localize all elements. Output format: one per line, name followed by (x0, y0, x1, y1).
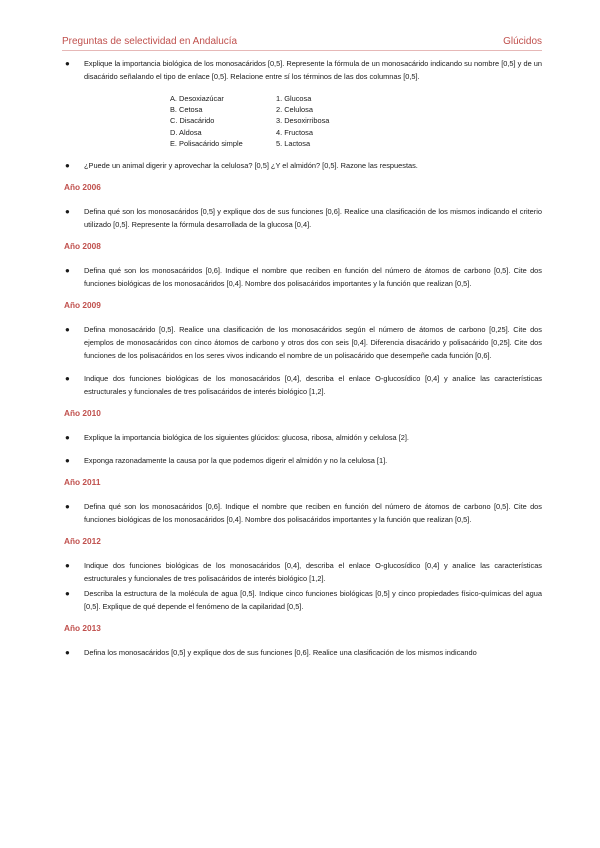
year-heading: Año 2012 (64, 536, 101, 547)
question-item (62, 372, 542, 398)
year-sections (62, 182, 542, 659)
bullet-icon: ● (65, 456, 70, 466)
year-heading: Año 2011 (64, 477, 101, 488)
question-item (62, 159, 542, 172)
right-term: 5. Lactosa (276, 138, 311, 148)
question-item (62, 646, 542, 659)
left-term: D. Aldosa (170, 127, 202, 137)
question-text: Exponga razonadamente la causa por la que podemos digerir el almidón y no la celulosa [1]. (84, 456, 388, 466)
right-term: 4. Fructosa (276, 127, 313, 137)
question-item (62, 205, 542, 231)
right-term: 3. Desoxirribosa (276, 116, 330, 126)
bullet-icon: ● (65, 561, 70, 571)
question-item (62, 587, 542, 613)
matching-columns (170, 93, 542, 149)
bullet-icon: ● (65, 589, 70, 599)
left-term: C. Disacárido (170, 116, 215, 126)
header-divider (62, 50, 542, 51)
year-heading: Año 2006 (64, 182, 101, 193)
question-text: Defina qué son los monosacáridos [0,6]. Indique el nombre que reciben en función del número de átomos de carbono [0,5]. Cite dos funciones biológicas de los monosacáridos [0,4]. Nombre dos polisacáridos importantes y la función que realizan [0,5]. (84, 266, 542, 289)
right-term: 1. Glucosa (276, 94, 312, 103)
right-term: 2. Celulosa (276, 105, 313, 115)
year-heading: Año 2008 (64, 241, 101, 252)
question-item (62, 431, 542, 444)
year-heading: Año 2010 (64, 408, 101, 419)
left-term: B. Cetosa (170, 105, 203, 115)
question-item (62, 323, 542, 362)
year-heading: Año 2009 (64, 300, 101, 311)
question-item (62, 264, 542, 290)
question-item (62, 559, 542, 585)
bullet-icon: ● (65, 161, 70, 171)
question-item (62, 500, 542, 526)
bullet-icon: ● (65, 207, 70, 217)
question-text: Defina monosacárido [0,5]. Realice una clasificación de los monosacáridos según el número de átomos de carbono [0,25]. Cite dos ejemplos de monosacáridos con cinco átomos de carbono y otros dos con seis [0,4]. Diferencia disacárido y polisacárido [0,25]. Cite dos funciones de los polisacáridos en los seres vivos indicando el nombre de un polisacárido que desempeñe cada función [0,6]. (84, 325, 542, 361)
header-topic: Glúcidos (503, 36, 542, 47)
left-term: A. Desoxiazúcar (170, 94, 224, 103)
question-text: Defina qué son los monosacáridos [0,6]. Indique el nombre que reciben en función del número de átomos de carbono [0,5]. Cite dos funciones biológicas de los monosacáridos [0,4]. Nombre dos polisacáridos importantes y la función que realizan [0,5]. (84, 502, 542, 525)
question-text: Explique la importancia biológica de los monosacáridos [0,5]. Represente la fórmula de un monosacárido indicando su nombre [0,5] y de un disacárido señalando el tipo de enlace [0,5]. Relacione entre sí los términos de las dos columnas [0,5]. (84, 59, 542, 81)
question-text: Defina los monosacáridos [0,5] y explique dos de sus funciones [0,6]. Realice una clasificación de los mismos indicando (84, 648, 477, 658)
bullet-icon: ● (65, 648, 70, 658)
question-text: Indique dos funciones biológicas de los monosacáridos [0,4], describa el enlace O-glucosídico [0,4] y analice las características estructurales y funcionales de tres polisacáridos de interés biológico [1,2]. (84, 561, 542, 584)
question-text: ¿Puede un animal digerir y aprovechar la celulosa? [0,5] ¿Y el almidón? [0,5]. Razone las respuestas. (84, 161, 418, 171)
bullet-icon: ● (65, 433, 70, 443)
bullet-icon: ● (65, 502, 70, 512)
bullet-icon: ● (65, 325, 70, 335)
question-item (62, 454, 542, 467)
left-term: E. Polisacárido simple (170, 138, 243, 148)
questions-content (62, 57, 542, 669)
question-text: Defina qué son los monosacáridos [0,5] y explique dos de sus funciones [0,6]. Realice una clasificación de los mismos indicando el criterio utilizado [0,5]. Represente la fórmula desarrollada de la glucosa [0,4]. (84, 207, 542, 230)
question-text: Describa la estructura de la molécula de agua [0,5]. Indique cinco funciones biológicas [0,5] y cinco propiedades físico-químicas del agua [0,5]. Explique de qué depende el fenómeno de la capilaridad [0,5]. (84, 589, 542, 612)
question-text: Indique dos funciones biológicas de los monosacáridos [0,4], describa el enlace O-glucosídico [0,4] y analice las características estructurales y funcionales de tres polisacáridos de interés biológico [1,2]. (84, 374, 542, 397)
bullet-icon: ● (65, 59, 70, 68)
header-title: Preguntas de selectividad en Andalucía (62, 36, 238, 47)
year-heading: Año 2013 (64, 623, 101, 634)
bullet-icon: ● (65, 266, 70, 276)
question-text: Explique la importancia biológica de los siguientes glúcidos: glucosa, ribosa, almidón y celulosa [2]. (84, 433, 409, 443)
bullet-icon: ● (65, 374, 70, 384)
page-header (62, 36, 542, 47)
question-item (62, 57, 542, 83)
